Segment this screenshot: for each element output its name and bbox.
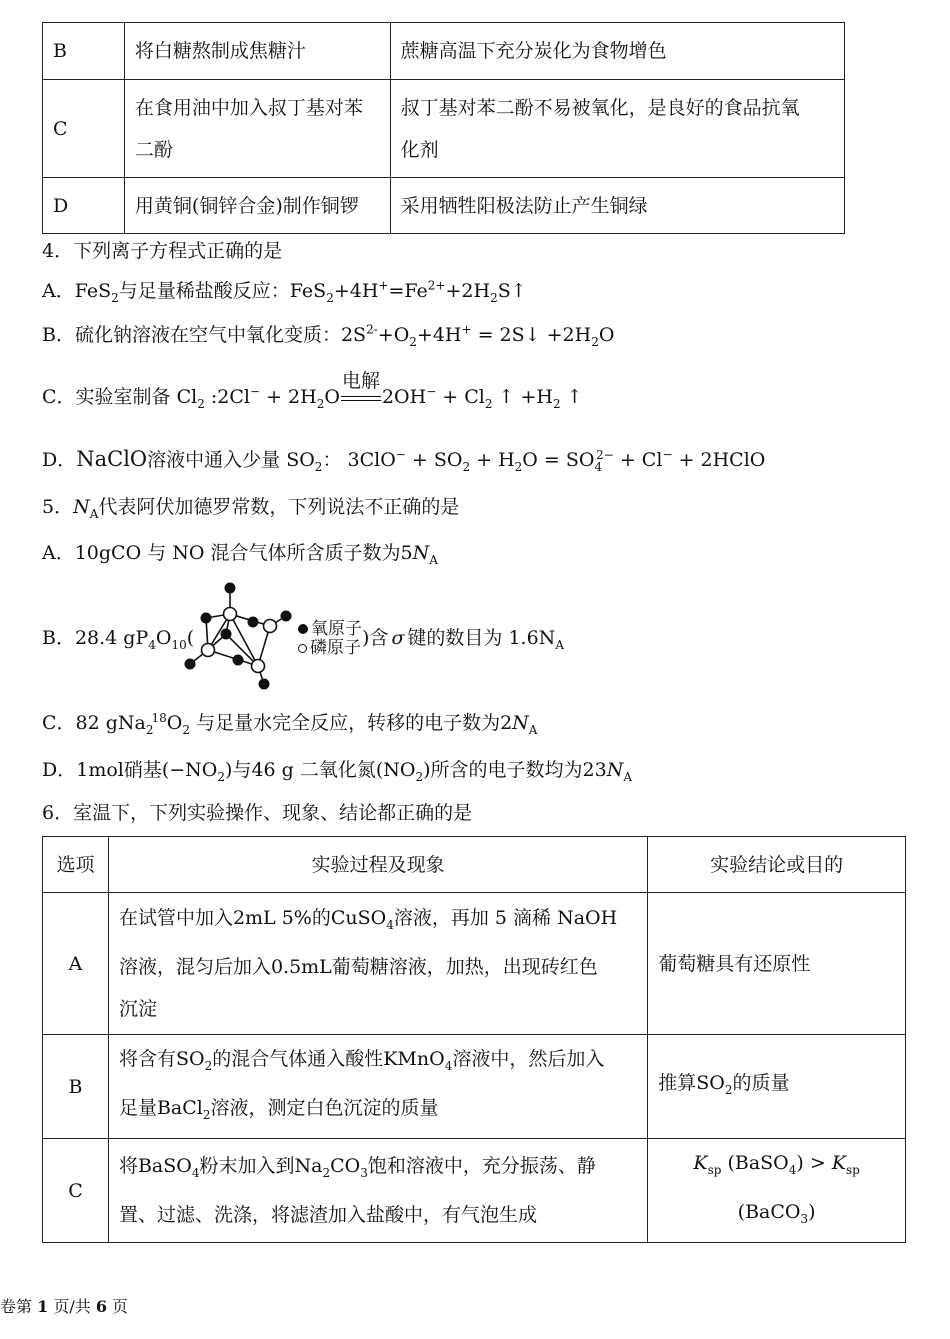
- question-5-stem: 5．$N_A$代表阿伏加德罗常数，下列说法不正确的是: [42, 496, 460, 521]
- header-process: 实验过程及现象: [108, 837, 647, 893]
- option-text: A．10gCO 与 NO 混合气体所含质子数为5: [42, 542, 413, 564]
- legend-oxygen: [298, 620, 362, 639]
- option-cell: C: [43, 80, 125, 178]
- table-row: [43, 1139, 906, 1243]
- cell-text: 沉淀: [118, 997, 157, 1020]
- page-total: 6: [95, 1297, 107, 1316]
- q4-option-b: B．硫化钠溶液在空气中氧化变质：$2S^{2-}+O_2+4H^+$ = 2S↓ $+2H_2O$: [42, 322, 615, 349]
- question-number: 5．: [42, 496, 74, 518]
- q5-option-b-tail: )含 σ 键的数目为 $1.6N_A$: [362, 627, 564, 652]
- cell-text: 的质量: [732, 1072, 790, 1095]
- option-text: 溶液中通入少量: [147, 449, 281, 471]
- q4-option-d: D．NaClO溶液中通入少量 $SO_2$： $3ClO^- + SO_2 + H_2O = SO_4^{2-} + Cl^-$ + 2HClO: [42, 447, 766, 474]
- conclusion-cell: 推算$SO_2$的质量: [648, 1035, 906, 1139]
- option-text: B．硫化钠溶液在空气中氧化变质：: [42, 324, 341, 346]
- table-row: [43, 80, 845, 178]
- question-6-stem: 6．室温下，下列实验操作、现象、结论都正确的是: [42, 802, 473, 824]
- cell-text: 在试管中加入2mL 5%的: [118, 907, 331, 930]
- option-text: NaClO: [76, 447, 148, 471]
- option-text: ：: [322, 449, 342, 471]
- cell-text: 将: [118, 1155, 138, 1178]
- option-text: A．FeS: [42, 280, 112, 302]
- option-cell: B: [43, 1035, 109, 1139]
- process-cell: 在试管中加入2mL 5%的CuSO$_4$溶液，再加 5 滴稀 NaOH 溶液，混匀后加入0.5mL葡萄糖溶液，加热，出现砖红色 沉淀: [108, 893, 647, 1035]
- q4-option-c: C．实验室制备 $Cl_2$ :2Cl− + $2H_2O$ 电解 $2OH^- + Cl_2$ ↑ $+H_2$ ↑: [42, 382, 583, 411]
- option-cell: A: [43, 893, 109, 1035]
- action-cell: [124, 178, 390, 234]
- option-text: 与足量稀盐酸反应：FeS: [118, 280, 327, 302]
- option-text: D．: [42, 449, 77, 471]
- cell-text: 采用牺牲阳极法防止产生铜绿: [400, 194, 648, 217]
- option-text: 键的数目为 1.6N: [407, 627, 556, 649]
- cell-text: 溶液，再加 5 滴稀 NaOH: [393, 907, 618, 930]
- reason-cell: [390, 23, 844, 80]
- p4o10-structure-diagram: [178, 578, 298, 690]
- cell-text: 二酚: [134, 138, 173, 161]
- action-cell: [124, 23, 390, 80]
- options-table-top: [42, 22, 845, 234]
- header-conclusion: 实验结论或目的: [648, 837, 906, 893]
- page-footer: [0, 1294, 128, 1317]
- action-cell: [124, 80, 390, 178]
- cell-text: 将含有: [118, 1047, 176, 1070]
- legend-phosphorus: [298, 639, 362, 658]
- q5-option-a: A．10gCO 与 NO 混合气体所含质子数为$5N_A$: [42, 542, 438, 567]
- table-row: [43, 23, 845, 80]
- cell-text: 蔗糖高温下充分炭化为食物增色: [400, 40, 667, 62]
- cell-text: 足量: [118, 1096, 157, 1119]
- process-cell: 将BaSO$_4$粉末加入到$Na_2CO_3$饱和溶液中，充分振荡、静 置、过滤、洗涤，将滤渣加入盐酸中，有气泡生成: [108, 1139, 647, 1243]
- cell-text: 在食用油中加入叔丁基对苯: [134, 96, 363, 119]
- q5-option-b-label: B．28.4 $gP_4O_{10}$(: [42, 627, 195, 652]
- cell-text: 的混合气体通入酸性: [212, 1047, 384, 1070]
- cell-text: 溶液中，然后加入: [452, 1047, 605, 1070]
- table-row: [43, 893, 906, 1035]
- table-row: [43, 178, 845, 234]
- cell-text: 用黄铜(铜锌合金)制作铜锣: [134, 194, 359, 217]
- option-text: )与46 g 二氧化氮(NO: [225, 759, 416, 781]
- option-text: D．1mol硝基(−NO: [42, 759, 218, 781]
- cell-text: 饱和溶液中，充分振荡、静: [367, 1155, 596, 1178]
- process-cell: 将含有$SO_2$的混合气体通入酸性KMnO$_4$溶液中，然后加入 足量BaCl$_2$溶液，测定白色沉淀的质量: [108, 1035, 647, 1139]
- option-cell: B: [43, 23, 125, 80]
- conclusion-cell: 葡萄糖具有还原性: [648, 893, 906, 1035]
- conclusion-cell: $K_{sp}$ (BaSO$_4$) > $K_{sp}$ (BaCO$_3$): [648, 1139, 906, 1243]
- sigma-symbol: σ: [391, 627, 405, 649]
- legend-text: 氧原子: [311, 619, 362, 639]
- question-4-stem: 4．下列离子方程式正确的是: [42, 240, 283, 262]
- cell-text: 溶液，混匀后加入0.5mL葡萄糖溶液，加热，出现砖红色: [118, 955, 598, 978]
- cell-text: 叔丁基对苯二酚不易被氧化，是良好的食品抗氧: [400, 96, 800, 119]
- option-text: )所含的电子数均为23: [423, 759, 607, 781]
- table-row: [43, 1035, 906, 1139]
- q4-option-a: A．FeS$_2$与足量稀盐酸反应：$FeS_2+4H^+=Fe^{2+}+2H_2S↑$: [42, 278, 527, 305]
- cell-text: 推算: [658, 1072, 697, 1095]
- reason-cell: [390, 178, 844, 234]
- avogadro-symbol: N: [73, 496, 90, 518]
- electrolysis-label: 电解: [341, 370, 380, 392]
- footer-text: 页/共: [48, 1297, 96, 1316]
- table-header-row: [43, 837, 906, 893]
- option-text: C．82 gNa: [42, 712, 146, 734]
- option-text: 含: [369, 627, 389, 649]
- cell-text: 置、过滤、洗涤，将滤渣加入盐酸中，有气泡生成: [118, 1203, 537, 1226]
- cell-text: 溶液，测定白色沉淀的质量: [210, 1096, 439, 1119]
- option-text: 与足量水完全反应，转移的电子数为2: [196, 712, 513, 734]
- option-cell: D: [43, 178, 125, 234]
- cell-text: 化剂: [400, 138, 439, 161]
- option-text: C．实验室制备 Cl: [42, 386, 198, 408]
- experiment-table: [42, 836, 906, 1243]
- option-cell: C: [43, 1139, 109, 1243]
- q5-option-c: C．82 $gNa_2^{18}O_2$ 与足量水完全反应，转移的电子数为$2N_A$: [42, 710, 538, 737]
- q5-option-d: D．1mol硝基$(-NO_2)$与46 g 二氧化氮$(NO_2)$所含的电子数均为$23N_A$: [42, 759, 633, 784]
- footer-text: 卷第: [0, 1297, 38, 1316]
- header-option: 选项: [43, 837, 109, 893]
- cell-text: 粉末加入到: [199, 1155, 295, 1178]
- stem-text: 代表阿伏加德罗常数，下列说法不正确的是: [98, 496, 460, 518]
- reason-cell: [390, 80, 844, 178]
- legend-text: 磷原子: [310, 638, 361, 658]
- diagram-legend: [298, 620, 362, 658]
- page-number: 1: [37, 1297, 49, 1316]
- footer-text: 页: [106, 1297, 129, 1316]
- option-text: B．28.4 gP: [42, 627, 149, 649]
- cell-text: 将白糖熬制成焦糖汁: [134, 40, 306, 62]
